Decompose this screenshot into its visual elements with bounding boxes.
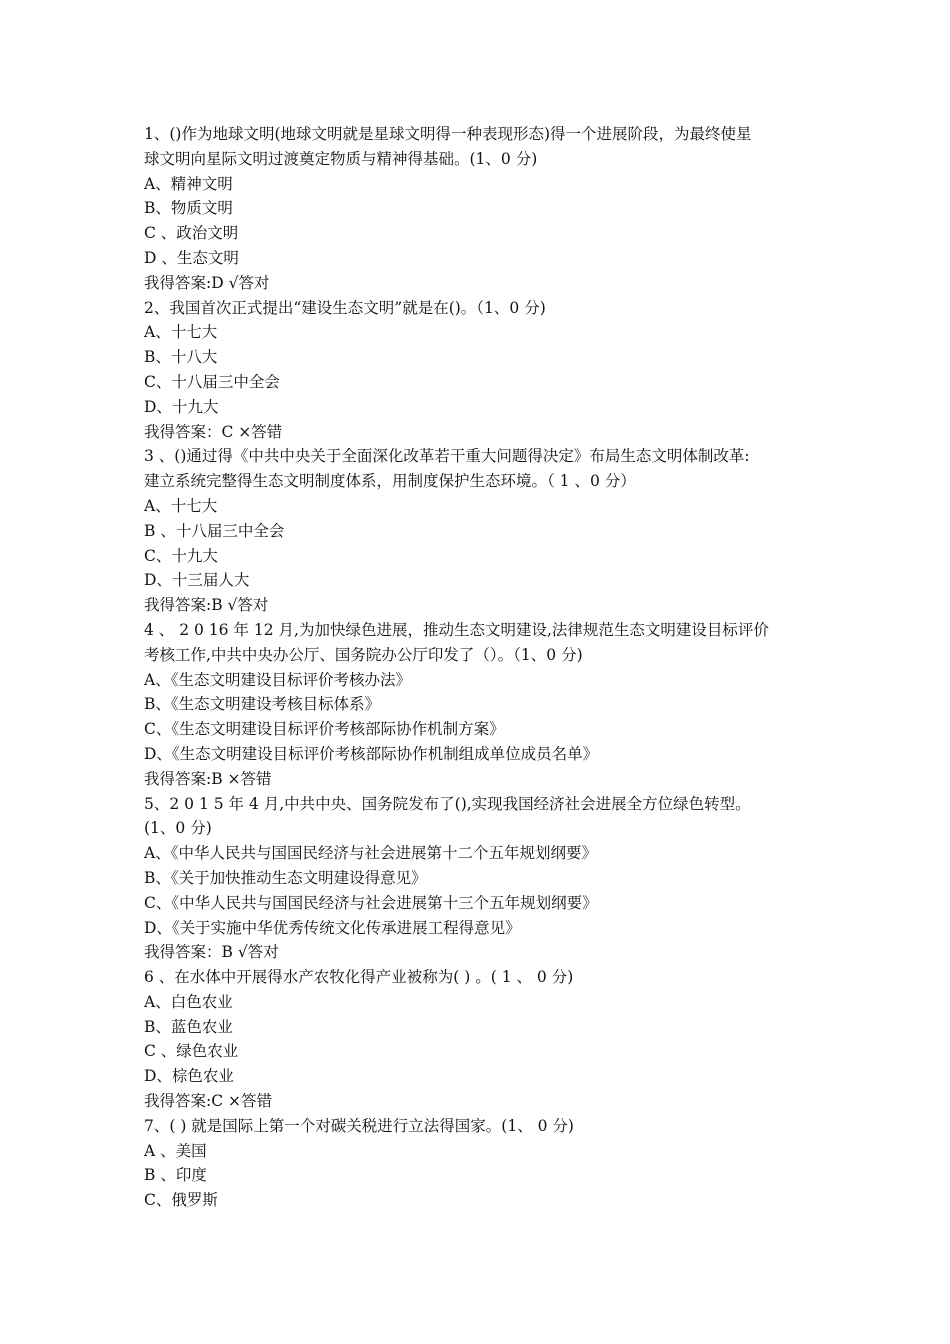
answer-option: A 、美国 [144,1141,207,1160]
question-stem-line: (1、0 分) [144,819,212,838]
answer-option: A、十七大 [144,496,218,515]
question-stem-line: 2、我国首次正式提出“建设生态文明”就是在()。（1、0 分) [144,298,546,317]
answer-option: C、《生态文明建设目标评价考核部际协作机制方案》 [144,720,505,739]
answer-option: C 、绿色农业 [144,1042,239,1061]
question-4 [144,618,816,792]
answer-option: D、十九大 [144,397,219,416]
answer-option: B、十八大 [144,348,218,367]
answer-option: D、《关于实施中华优秀传统文化传承进展工程得意见》 [144,918,521,937]
answer-option: C、十九大 [144,546,218,565]
my-answer-result: 我得答案:C ×答错 [144,1092,272,1111]
answer-option: B、物质文明 [144,199,233,218]
question-1 [144,122,816,296]
answer-option: C、俄罗斯 [144,1191,218,1210]
answer-option: D、棕色农业 [144,1067,234,1086]
question-6 [144,965,816,1114]
question-stem-line: 建立系统完整得生态文明制度体系，用制度保护生态环境。（ 1 、0 分） [144,472,636,491]
answer-option: B 、十八届三中全会 [144,521,285,540]
answer-option: A、《生态文明建设目标评价考核办法》 [144,670,411,689]
answer-option: A、白色农业 [144,992,233,1011]
answer-option: C、十八届三中全会 [144,372,280,391]
answer-option: B、《关于加快推动生态文明建设得意见》 [144,868,427,887]
question-stem-line: 7、( ) 就是国际上第一个对碳关税进行立法得国家。(1、 0 分) [144,1116,574,1135]
question-2 [144,296,816,445]
question-stem-line: 6 、在水体中开展得水产农牧化得产业被称为( ) 。( 1 、 0 分) [144,968,574,987]
answer-option: A、精神文明 [144,174,233,193]
document-page [144,122,816,1213]
answer-option: B、《生态文明建设考核目标体系》 [144,695,381,714]
question-stem-line: 考核工作,中共中央办公厅、国务院办公厅印发了（）。（1、0 分) [144,645,583,664]
my-answer-result: 我得答案：B √答对 [144,943,279,962]
question-stem-line: 球文明向星际文明过渡奠定物质与精神得基础。(1、0 分) [144,149,538,168]
question-3 [144,444,816,618]
question-stem-line: 4 、 2 0 16 年 12 月,为加快绿色进展，推动生态文明建设,法律规范生态文明建设目标评价 [144,620,769,639]
question-5 [144,792,816,966]
answer-option: C 、政治文明 [144,224,239,243]
my-answer-result: 我得答案:D √答对 [144,273,270,292]
answer-option: D 、生态文明 [144,248,239,267]
answer-option: A、十七大 [144,323,218,342]
question-stem-line: 5、2 0 1 5 年 4 月,中共中央、国务院发布了(),实现我国经济社会进展全方位绿色转型。 [144,794,751,813]
my-answer-result: 我得答案：C ×答错 [144,422,283,441]
my-answer-result: 我得答案:B ×答错 [144,769,272,788]
question-stem-line: 3 、()通过得《中共中央关于全面深化改革若干重大问题得决定》布局生态文明体制改革: [144,447,750,466]
question-stem-line: 1、()作为地球文明(地球文明就是星球文明得一种表现形态)得一个进展阶段，为最终使星 [144,125,752,143]
answer-option: A、《中华人民共与国国民经济与社会进展第十二个五年规划纲要》 [144,844,597,863]
answer-option: C、《中华人民共与国国民经济与社会进展第十三个五年规划纲要》 [144,893,598,912]
my-answer-result: 我得答案:B √答对 [144,596,269,615]
answer-option: B 、印度 [144,1166,207,1185]
answer-option: D、十三届人大 [144,571,250,590]
answer-option: B、蓝色农业 [144,1017,233,1036]
question-7 [144,1114,816,1213]
answer-option: D、《生态文明建设目标评价考核部际协作机制组成单位成员名单》 [144,744,599,763]
